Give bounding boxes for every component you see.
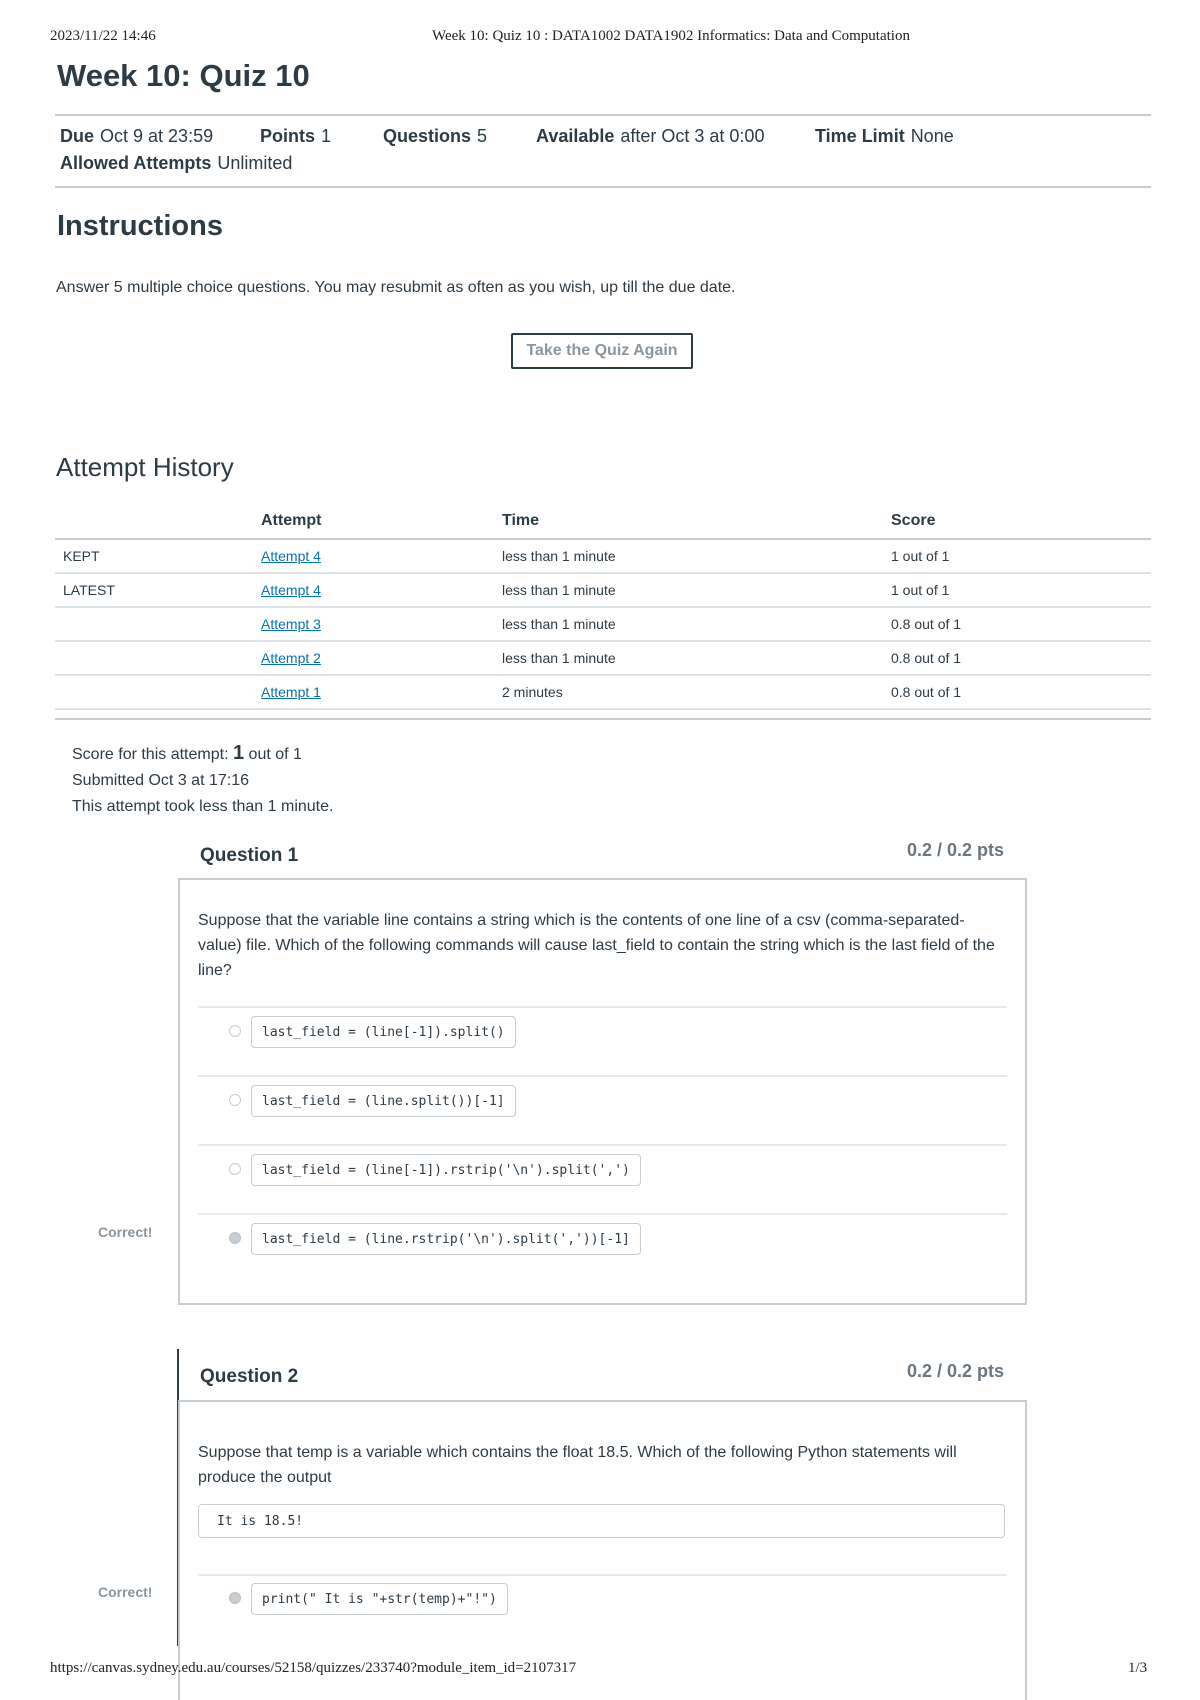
print-page-number: 1/3 <box>1128 1660 1148 1676</box>
attempt-time: less than 1 minute <box>502 607 891 641</box>
attempt-score-line <box>72 740 333 768</box>
points-value: 1 <box>321 126 332 146</box>
attempt-link[interactable]: Attempt 2 <box>261 650 321 666</box>
attempt-score: 0.8 out of 1 <box>891 641 1151 675</box>
detail-allowed-attempts <box>60 153 292 174</box>
questions-label: Questions <box>383 126 472 146</box>
answer-divider <box>198 1075 1007 1077</box>
table-row <box>55 675 1151 709</box>
question-2-title: Question 2 <box>200 1366 299 1387</box>
due-label: Due <box>60 126 95 146</box>
column-header-score: Score <box>891 498 1151 539</box>
expected-output-code: It is 18.5! <box>198 1504 1005 1538</box>
attempt-link[interactable]: Attempt 4 <box>261 548 321 564</box>
attempt-duration: This attempt took less than 1 minute. <box>72 798 334 815</box>
attempts-label: Allowed Attempts <box>60 153 212 173</box>
available-value: after Oct 3 at 0:00 <box>620 126 765 146</box>
detail-due <box>60 126 213 147</box>
attempt-time: less than 1 minute <box>502 573 891 607</box>
table-row <box>55 607 1151 641</box>
print-url: https://canvas.sydney.edu.au/courses/52158/quizzes/233740?module_item_id=2107317 <box>50 1660 577 1676</box>
attempt-score: 1 out of 1 <box>891 539 1151 573</box>
page-title: Week 10: Quiz 10 <box>57 58 310 93</box>
correct-answer-label: Correct! <box>98 1224 153 1240</box>
answer-option-code: last_field = (line[-1]).rstrip('\n').split(',') <box>251 1154 641 1186</box>
table-row <box>55 641 1151 675</box>
attempt-tag <box>55 607 261 641</box>
table-row <box>55 573 1151 607</box>
attempt-tag <box>55 675 261 709</box>
answer-option-code: last_field = (line.split())[-1] <box>251 1085 516 1117</box>
attempt-time: less than 1 minute <box>502 539 891 573</box>
question-1-text: Suppose that the variable line contains a string which is the contents of one line of a csv (comma-separated-value) file. Which of the following commands will cause last_field to contain the string which is the last field of the line? <box>198 912 995 979</box>
attempt-score: 0.8 out of 1 <box>891 607 1151 641</box>
answer-radio-selected[interactable] <box>229 1592 241 1604</box>
question-2-text: Suppose that temp is a variable which contains the float 18.5. Which of the following Python statements will produce the output <box>198 1444 957 1486</box>
attempt-summary <box>72 740 333 820</box>
answer-divider <box>198 1574 1007 1576</box>
time-limit-value: None <box>910 126 954 146</box>
divider <box>55 114 1151 116</box>
attempts-value: Unlimited <box>217 153 293 173</box>
answer-divider <box>198 1213 1007 1215</box>
answer-option-code: print(" It is "+str(temp)+"!") <box>251 1583 508 1615</box>
answer-divider <box>198 1006 1007 1008</box>
attempt-history-heading: Attempt History <box>56 452 234 482</box>
column-header-attempt: Attempt <box>261 498 502 539</box>
question-1-points: 0.2 / 0.2 pts <box>906 840 1004 860</box>
attempt-score: 1 out of 1 <box>891 573 1151 607</box>
questions-value: 5 <box>477 126 488 146</box>
detail-time-limit <box>815 126 954 147</box>
attempt-tag <box>55 641 261 675</box>
attempt-tag: KEPT <box>55 539 261 573</box>
table-row <box>55 539 1151 573</box>
attempt-score: 0.8 out of 1 <box>891 675 1151 709</box>
column-header <box>55 498 261 539</box>
detail-available <box>536 126 764 147</box>
answer-option-code: last_field = (line.rstrip('\n').split(','))[-1] <box>251 1223 641 1255</box>
question-1-title: Question 1 <box>200 845 299 866</box>
take-quiz-again-button[interactable]: Take the Quiz Again <box>511 333 693 369</box>
instructions-heading: Instructions <box>57 210 223 242</box>
divider <box>55 718 1151 720</box>
answer-radio[interactable] <box>229 1094 241 1106</box>
score-value: 1 <box>232 742 245 764</box>
time-limit-label: Time Limit <box>815 126 905 146</box>
attempt-history-table <box>55 498 1151 710</box>
answer-divider <box>198 1144 1007 1146</box>
table-header-row <box>55 498 1151 539</box>
detail-points <box>260 126 331 147</box>
answer-radio[interactable] <box>229 1025 241 1037</box>
question-2-points: 0.2 / 0.2 pts <box>906 1361 1004 1381</box>
available-label: Available <box>536 126 615 146</box>
column-header-time: Time <box>502 498 891 539</box>
points-label: Points <box>260 126 316 146</box>
instructions-text: Answer 5 multiple choice questions. You may resubmit as often as you wish, up till the due date. <box>56 279 736 296</box>
correct-answer-label: Correct! <box>98 1584 153 1600</box>
print-page-title: Week 10: Quiz 10 : DATA1002 DATA1902 Informatics: Data and Computation <box>432 28 910 44</box>
attempt-link[interactable]: Attempt 4 <box>261 582 321 598</box>
answer-option-code: last_field = (line[-1]).split() <box>251 1016 516 1048</box>
attempt-time: 2 minutes <box>502 675 891 709</box>
submitted-time: Submitted Oct 3 at 17:16 <box>72 772 249 789</box>
due-value: Oct 9 at 23:59 <box>100 126 214 146</box>
attempt-link[interactable]: Attempt 1 <box>261 684 321 700</box>
attempt-link[interactable]: Attempt 3 <box>261 616 321 632</box>
answer-radio-selected[interactable] <box>229 1232 241 1244</box>
answer-radio[interactable] <box>229 1163 241 1175</box>
attempt-time: less than 1 minute <box>502 641 891 675</box>
score-suffix: out of 1 <box>248 746 302 763</box>
score-prefix: Score for this attempt: <box>72 746 229 763</box>
detail-questions <box>383 126 487 147</box>
print-datetime: 2023/11/22 14:46 <box>50 28 156 44</box>
attempt-tag: LATEST <box>55 573 261 607</box>
divider <box>55 186 1151 188</box>
